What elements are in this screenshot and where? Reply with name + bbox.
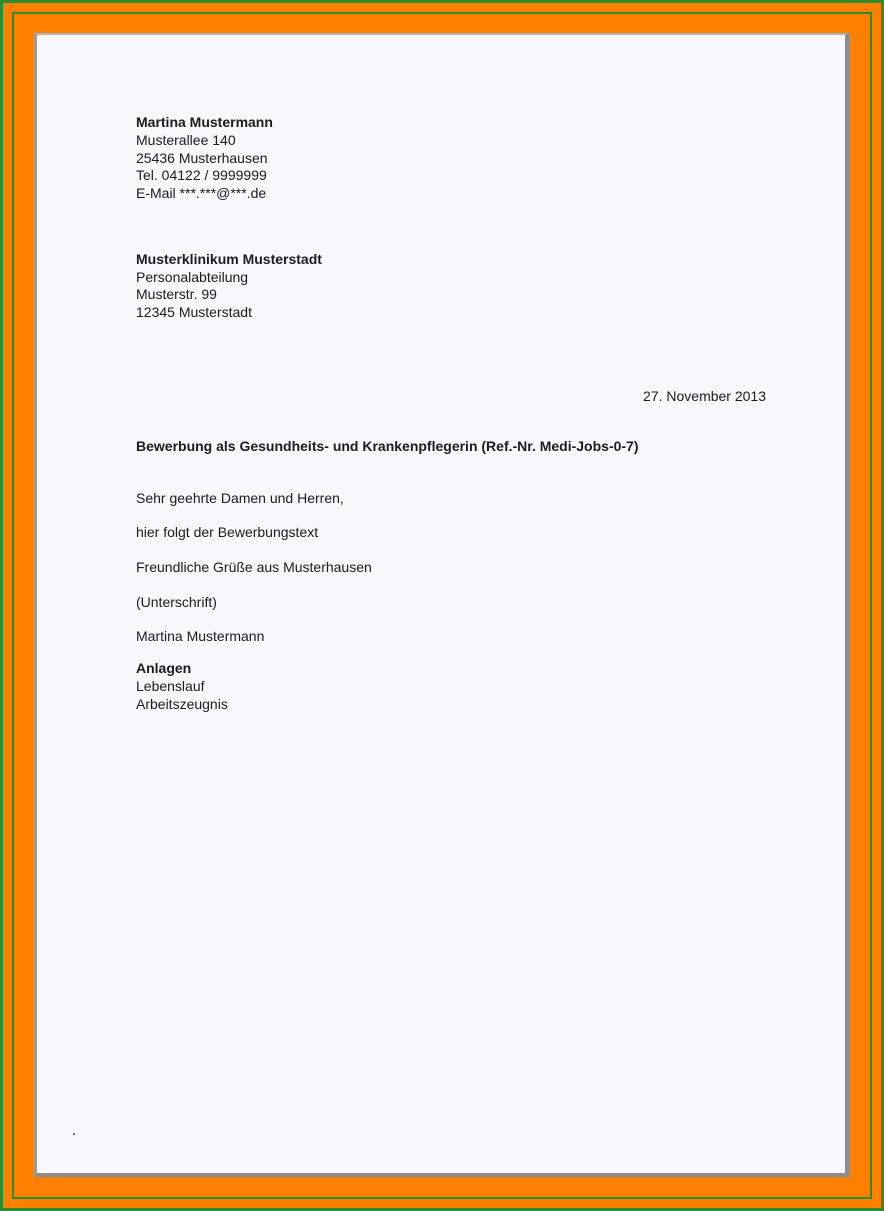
sender-city: 25436 Musterhausen bbox=[136, 150, 268, 166]
signature-placeholder: (Unterschrift) bbox=[136, 594, 217, 610]
recipient-name: Musterklinikum Musterstadt bbox=[136, 251, 322, 267]
recipient-city: 12345 Musterstadt bbox=[136, 304, 252, 320]
sender-street: Musterallee 140 bbox=[136, 132, 236, 148]
sender-name: Martina Mustermann bbox=[136, 114, 273, 130]
body-text: hier folgt der Bewerbungstext bbox=[136, 524, 319, 540]
recipient-street: Musterstr. 99 bbox=[136, 286, 217, 302]
attachment-item: Lebenslauf bbox=[136, 678, 205, 694]
closing: Freundliche Grüße aus Musterhausen bbox=[136, 559, 372, 575]
page-speck bbox=[73, 1133, 75, 1135]
attachment-item: Arbeitszeugnis bbox=[136, 696, 228, 712]
salutation: Sehr geehrte Damen und Herren, bbox=[136, 490, 344, 506]
sender-email: E-Mail ***.***@***.de bbox=[136, 185, 267, 201]
signature-name: Martina Mustermann bbox=[136, 628, 265, 644]
attachments-heading: Anlagen bbox=[136, 660, 192, 676]
letter-subject: Bewerbung als Gesundheits- und Krankenpflegerin (Ref.-Nr. Medi-Jobs-0-7) bbox=[136, 438, 639, 454]
sender-phone: Tel. 04122 / 9999999 bbox=[136, 167, 267, 183]
letter-date: 27. November 2013 bbox=[643, 388, 766, 404]
recipient-department: Personalabteilung bbox=[136, 269, 249, 285]
